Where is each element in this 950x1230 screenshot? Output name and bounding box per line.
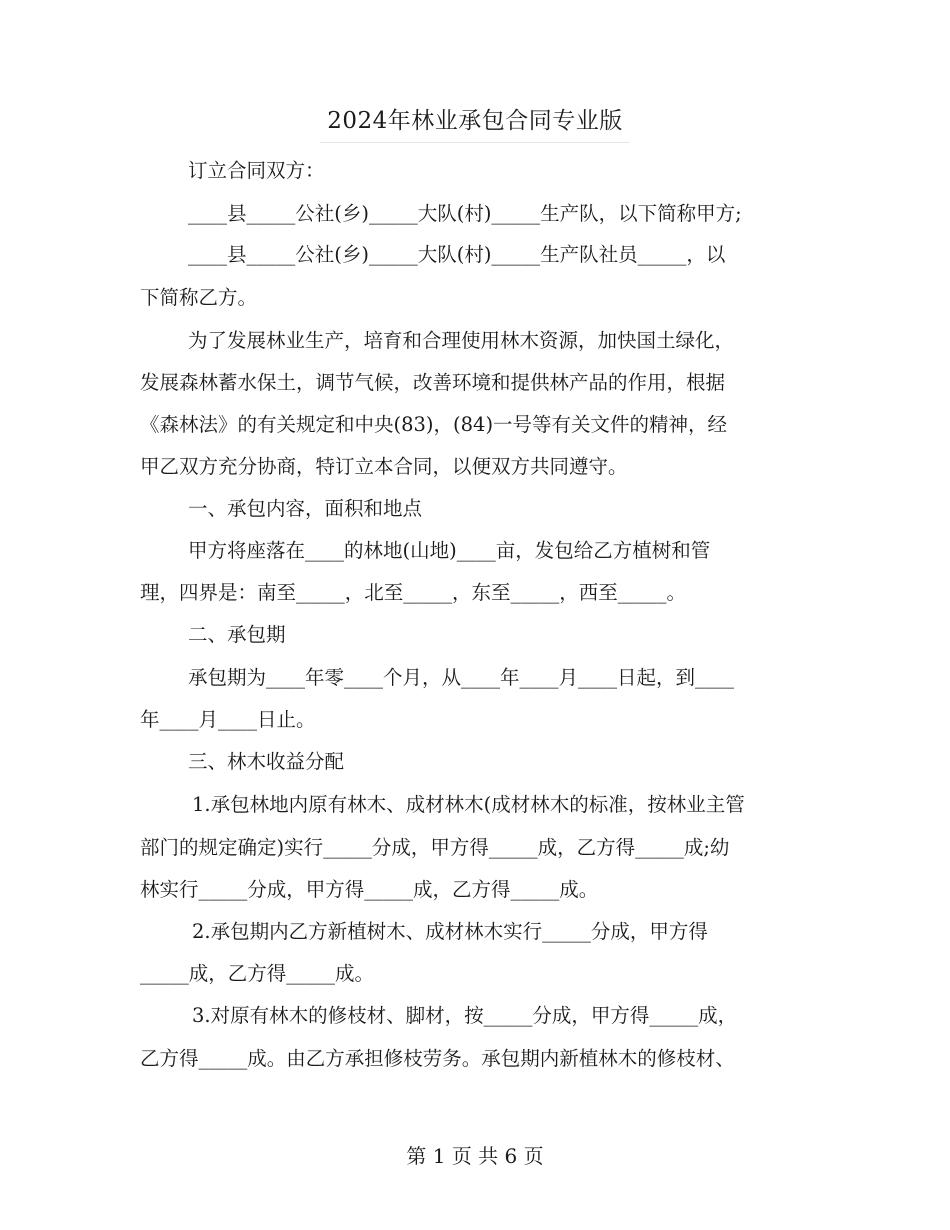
text-line: 《森林法》的有关规定和中央(83)，(84)一号等有关文件的精神，经 xyxy=(140,413,728,436)
text-line: 甲方将座落在____的林地(山地)____亩，发包给乙方植树和管 xyxy=(188,539,711,562)
text-line: 承包期为____年零____个月，从____年____月____日起，到____ xyxy=(188,666,735,689)
document-title: 2024年林业承包合同专业版 xyxy=(327,108,623,134)
section-heading: 一、承包内容，面积和地点 xyxy=(188,497,423,520)
section-heading: 二、承包期 xyxy=(188,623,286,646)
text-line: 为了发展林业生产，培育和合理使用林木资源，加快国土绿化， xyxy=(188,329,735,352)
text-line: 甲乙双方充分协商，特订立本合同，以便双方共同遵守。 xyxy=(140,455,628,478)
text-line: ____县_____公社(乡)_____大队(村)_____生产队社员_____，以 xyxy=(188,243,726,266)
text-line: 1.承包林地内原有林木、成材林木(成材林木的标准，按林业主管 xyxy=(192,793,745,816)
text-line: 订立合同双方： xyxy=(188,159,325,182)
text-line: 理，四界是：南至_____，北至_____，东至_____，西至_____。 xyxy=(140,581,687,604)
text-line: ____县_____公社(乡)_____大队(村)_____生产队，以下简称甲方; xyxy=(188,202,742,225)
page-number: 第 1 页 共 6 页 xyxy=(406,1144,544,1168)
text-line: 部门的规定确定)实行_____分成，甲方得_____成，乙方得_____成;幼 xyxy=(140,836,730,859)
text-line: 3.对原有林木的修枝材、脚材，按_____分成，甲方得_____成， xyxy=(192,1004,738,1027)
title-divider xyxy=(320,142,630,143)
text-line: 下简称乙方。 xyxy=(140,286,258,309)
text-line: 年____月____日止。 xyxy=(140,708,316,731)
text-line: 发展森林蓄水保土，调节气候，改善环境和提供林产品的作用，根据 xyxy=(140,371,726,394)
text-line: 林实行_____分成，甲方得_____成，乙方得_____成。 xyxy=(140,878,599,901)
text-line: 2.承包期内乙方新植树木、成材林木实行_____分成，甲方得 xyxy=(192,920,708,943)
text-line: _____成，乙方得_____成。 xyxy=(140,962,375,985)
text-line: 乙方得_____成。由乙方承担修枝劳务。承包期内新植林木的修枝材、 xyxy=(140,1047,735,1070)
section-heading: 三、林木收益分配 xyxy=(188,750,345,773)
